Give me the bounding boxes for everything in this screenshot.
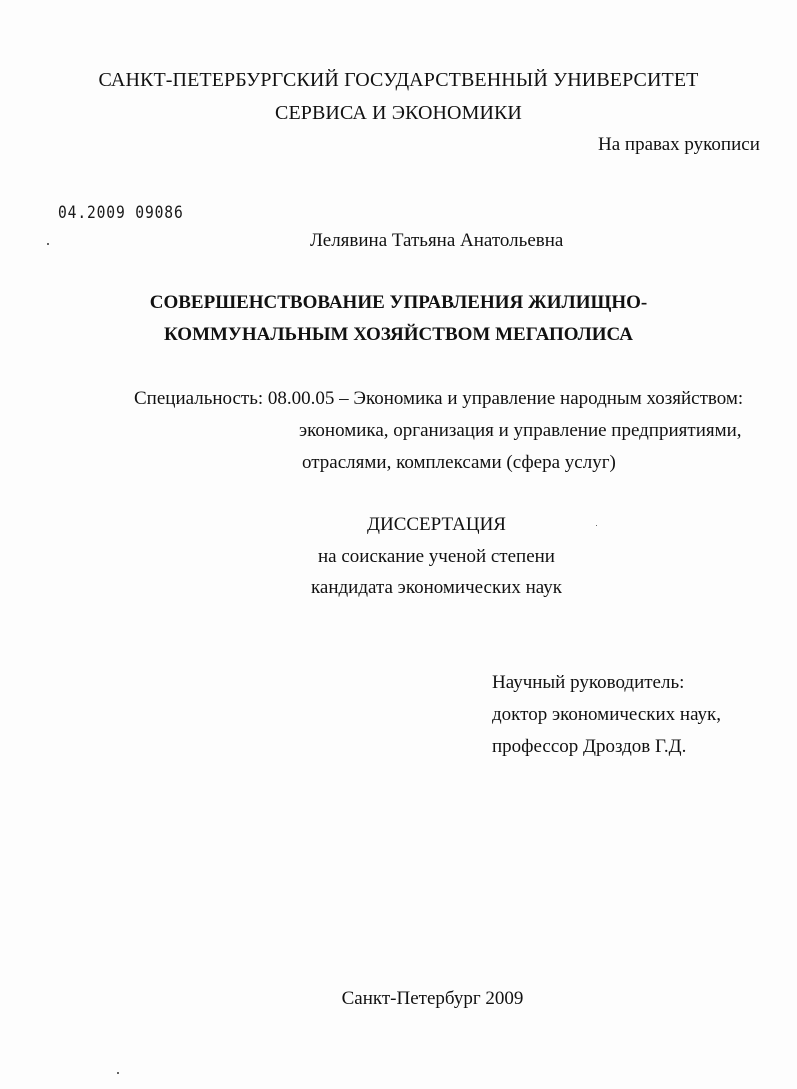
library-stamp-number: 04.2009 09086: [58, 203, 184, 223]
supervisor-label: Научный руководитель:: [492, 672, 685, 693]
degree-line1: на соискание ученой степени: [318, 546, 555, 567]
supervisor-degree: доктор экономических наук,: [492, 704, 722, 725]
scan-speck: [117, 1072, 119, 1074]
dissertation-title-line2: КОММУНАЛЬНЫМ ХОЗЯЙСТВОМ МЕГАПОЛИСА: [163, 324, 634, 345]
work-type-label: ДИССЕРТАЦИЯ: [367, 514, 506, 535]
scan-speck: [596, 525, 597, 526]
specialty-line2: экономика, организация и управление предприятиями,: [299, 420, 742, 441]
supervisor-name: профессор Дроздов Г.Д.: [492, 736, 687, 757]
city-year: Санкт-Петербург 2009: [341, 988, 524, 1009]
degree-line2: кандидата экономических наук: [310, 577, 563, 598]
dissertation-title-line1: СОВЕРШЕНСТВОВАНИЕ УПРАВЛЕНИЯ ЖИЛИЩНО-: [149, 292, 648, 313]
university-name-line2: СЕРВИСА И ЭКОНОМИКИ: [275, 102, 522, 124]
author-name: Лелявина Татьяна Анатольевна: [310, 230, 564, 251]
scan-speck: [47, 243, 49, 245]
university-name-line1: САНКТ-ПЕТЕРБУРГСКИЙ ГОСУДАРСТВЕННЫЙ УНИВЕРСИТЕТ: [98, 69, 699, 91]
specialty-line1: Специальность: 08.00.05 – Экономика и управление народным хозяйством:: [134, 388, 744, 409]
specialty-line3: отраслями, комплексами (сфера услуг): [302, 452, 616, 473]
manuscript-rights-note: На правах рукописи: [598, 134, 760, 155]
